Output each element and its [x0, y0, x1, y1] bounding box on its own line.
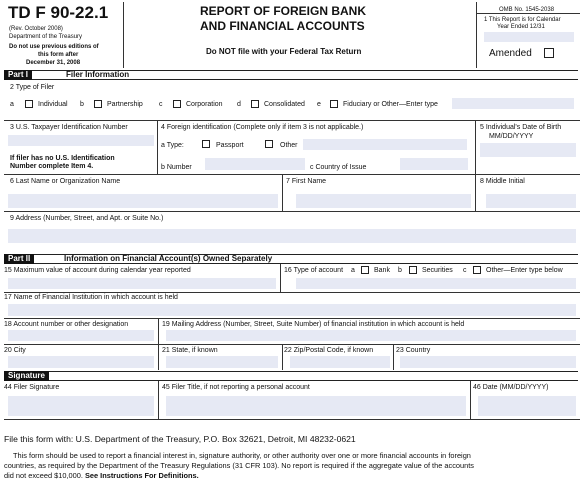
calendar-year-input[interactable]: [484, 32, 574, 42]
taxpayer-id-input[interactable]: [8, 135, 154, 146]
state-input[interactable]: [166, 356, 278, 368]
footer-text-line-3: [4, 471, 199, 480]
filer-type-individual-label: Individual: [38, 101, 68, 108]
account-type-bank-label: Bank: [374, 267, 390, 274]
city-input[interactable]: [8, 356, 154, 368]
last-name-input[interactable]: [8, 194, 278, 208]
account-type-securities-label: Securities: [422, 267, 453, 274]
foreign-id-other-label: Other: [280, 142, 298, 149]
field-7-label: 7 First Name: [286, 178, 327, 185]
filer-type-c-letter: c: [159, 101, 163, 108]
revision-date: (Rev. October 2008): [9, 26, 63, 32]
account-type-other-input[interactable]: [296, 278, 576, 289]
field-4b-label: b Number: [161, 164, 192, 171]
field-22-label: 22 Zip/Postal Code, if known: [284, 347, 374, 354]
filer-type-e-letter: e: [317, 101, 321, 108]
signature-date-input[interactable]: [478, 396, 576, 416]
part2-tag: Part II: [4, 254, 34, 264]
filer-type-corporation-label: Corporation: [186, 101, 223, 108]
field-20-label: 20 City: [4, 347, 26, 354]
field-23-label: 23 Country: [396, 347, 431, 354]
field-3-label: 3 U.S. Taxpayer Identification Number: [10, 124, 128, 131]
institution-name-input[interactable]: [8, 304, 576, 316]
footer-text-line-1: This form should be used to report a financial interest in, signature authority, or other authority over one or more financial accounts in foreign: [13, 451, 471, 460]
file-with-address: File this form with: U.S. Department of the Treasury, P.O. Box 32621, Detroit, MI 48232-0621: [4, 434, 356, 444]
field-4a-label: a Type:: [161, 142, 184, 149]
first-name-input[interactable]: [296, 194, 471, 208]
footer-text-line-2: countries, as required by the Department of the Treasury Regulations (31 CFR 103). No report is required if the aggregate value of the accounts: [4, 461, 474, 470]
field-3-note-2: Number complete Item 4.: [10, 163, 94, 170]
field-16-label: 16 Type of account: [284, 267, 344, 274]
field-4-label: 4 Foreign identification (Complete only if item 3 is not applicable.): [161, 124, 364, 131]
field-18-label: 18 Account number or other designation: [4, 321, 129, 328]
date-of-birth-input[interactable]: [480, 143, 576, 157]
filer-type-a-letter: a: [10, 101, 14, 108]
field-44-label: 44 Filer Signature: [4, 384, 60, 391]
edition-notice-line-1: Do not use previous editions of: [9, 44, 99, 50]
field-8-label: 8 Middle Initial: [480, 178, 525, 185]
footer-text-plain: did not exceed $10,000.: [4, 471, 83, 480]
omb-number: OMB No. 1545-2038: [499, 7, 555, 13]
field-21-label: 21 State, if known: [162, 347, 218, 354]
account-type-securities-checkbox[interactable]: [409, 266, 417, 274]
filer-type-other-input[interactable]: [452, 98, 574, 109]
account-number-input[interactable]: [8, 330, 154, 341]
field-5-format: MM/DD/YYYY: [489, 133, 534, 140]
foreign-id-other-input[interactable]: [303, 139, 467, 150]
form-title-line-1: REPORT OF FOREIGN BANK: [200, 4, 367, 18]
department-name: Department of the Treasury: [9, 34, 83, 40]
field-5-label: 5 Individual's Date of Birth: [480, 124, 562, 131]
foreign-id-other-checkbox[interactable]: [265, 140, 273, 148]
institution-address-input[interactable]: [166, 330, 576, 341]
account-type-a-letter: a: [351, 267, 355, 274]
zip-input[interactable]: [290, 356, 390, 368]
filer-type-fiduciary-checkbox[interactable]: [330, 100, 338, 108]
calendar-year-note-2: Year Ended 12/31: [497, 24, 545, 30]
country-input[interactable]: [400, 356, 576, 368]
middle-initial-input[interactable]: [486, 194, 576, 208]
field-17-label: 17 Name of Financial Institution in which account is held: [4, 294, 178, 301]
field-2-label: 2 Type of Filer: [10, 84, 55, 91]
filer-type-corporation-checkbox[interactable]: [173, 100, 181, 108]
footer-instructions-link: See Instructions For Definitions.: [84, 471, 199, 480]
part1-tag: Part I: [4, 70, 32, 80]
filer-type-individual-checkbox[interactable]: [25, 100, 33, 108]
foreign-id-number-input[interactable]: [205, 158, 305, 170]
account-type-b-letter: b: [398, 267, 402, 274]
signature-input[interactable]: [8, 396, 154, 416]
account-type-other-label: Other—Enter type below: [486, 267, 563, 274]
filer-type-consolidated-label: Consolidated: [264, 101, 305, 108]
account-type-other-checkbox[interactable]: [473, 266, 481, 274]
field-46-label: 46 Date (MM/DD/YYYY): [473, 384, 549, 391]
amended-checkbox[interactable]: [544, 48, 554, 58]
form-number: TD F 90-22.1: [8, 3, 109, 22]
account-type-c-letter: c: [463, 267, 467, 274]
field-15-label: 15 Maximum value of account during calendar year reported: [4, 267, 191, 274]
field-6-label: 6 Last Name or Organization Name: [10, 178, 121, 185]
max-value-input[interactable]: [8, 278, 276, 289]
edition-notice-line-3: December 31, 2008: [26, 60, 81, 66]
calendar-year-note-1: 1 This Report is for Calendar: [484, 17, 561, 23]
filer-type-consolidated-checkbox[interactable]: [251, 100, 259, 108]
part1-title: Filer Information: [66, 70, 130, 79]
field-3-note-1: If filer has no U.S. Identification: [10, 155, 115, 162]
edition-notice-line-2: this form after: [38, 52, 79, 58]
foreign-id-passport-label: Passport: [216, 142, 244, 149]
foreign-id-passport-checkbox[interactable]: [202, 140, 210, 148]
filer-type-partnership-label: Partnership: [107, 101, 143, 108]
filer-title-input[interactable]: [166, 396, 466, 416]
filer-type-fiduciary-label: Fiduciary or Other—Enter type: [343, 101, 438, 108]
form-subtitle: Do NOT file with your Federal Tax Return: [206, 47, 362, 56]
country-of-issue-input[interactable]: [400, 158, 468, 170]
field-9-label: 9 Address (Number, Street, and Apt. or Suite No.): [10, 215, 164, 222]
form-title-line-2: AND FINANCIAL ACCOUNTS: [200, 19, 365, 33]
filer-type-d-letter: d: [237, 101, 241, 108]
field-45-label: 45 Filer Title, if not reporting a personal account: [162, 384, 310, 391]
filer-type-b-letter: b: [80, 101, 84, 108]
amended-label: Amended: [489, 48, 532, 59]
address-input[interactable]: [8, 229, 576, 243]
part2-title: Information on Financial Account(s) Owned Separately: [64, 254, 273, 263]
field-19-label: 19 Mailing Address (Number, Street, Suite Number) of financial institution in which account is held: [162, 321, 465, 328]
field-4c-label: c Country of Issue: [310, 164, 367, 171]
signature-tag: Signature: [4, 371, 49, 381]
filer-type-partnership-checkbox[interactable]: [94, 100, 102, 108]
account-type-bank-checkbox[interactable]: [361, 266, 369, 274]
